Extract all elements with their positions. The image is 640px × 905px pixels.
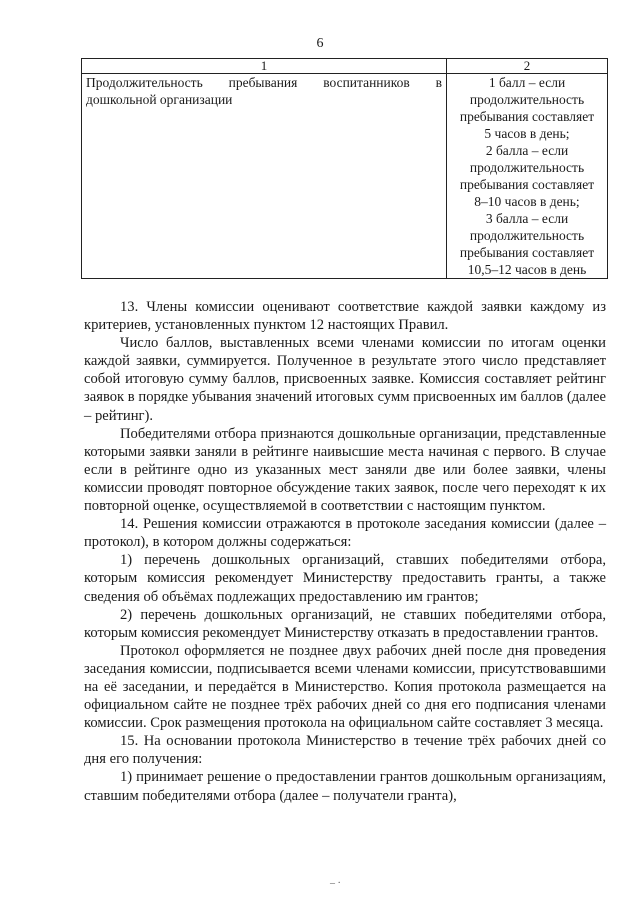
score-line: 10,5–12 часов в день — [467, 262, 587, 277]
score-line: 5 часов в день; — [484, 126, 570, 141]
paragraph-15-item-1: 1) принимает решение о предоставлении грантов дошкольным организациям, ставшим победителями отбора (далее – получатели гранта), — [84, 769, 606, 804]
table-header-row — [82, 59, 608, 74]
score-cell — [447, 74, 608, 279]
paragraph-protocol: Протокол оформляется не позднее двух рабочих дней после дня проведения заседания комиссии, подписывается всеми членами комиссии, присутствовавшими на её заседании, и передаётся в Министерство. Копия протокола размещается на официальном сайте не позднее трёх рабочих дней со дня его подписания членами комиссии. Срок размещения протокола на официальном сайте составляет 3 месяца. — [84, 642, 606, 732]
paragraph-14-item-2: 2) перечень дошкольных организаций, не ставших победителями отбора, которым комиссия рекомендует Министерству отказать в предоставлении грантов. — [84, 606, 606, 641]
paragraph-score-sum: Число баллов, выставленных всеми членами комиссии по итогам оценки каждой заявки, суммируется. Полученное в результате этого число представляет собой итоговую сумму баллов, присвоенных заявке. Комиссия составляет рейтинг заявок в порядке убывания значений итоговых сумм присвоенных им баллов (далее – рейтинг). — [84, 335, 606, 424]
score-line: продолжительность — [469, 160, 585, 175]
footer-mark: – · — [330, 878, 341, 889]
table-header-col-2: 2 — [447, 59, 608, 74]
document-body — [84, 298, 606, 805]
paragraph-15: 15. На основании протокола Министерство в течение трёх рабочих дней со дня его получения: — [84, 733, 606, 768]
paragraph-winners: Победителями отбора признаются дошкольные организации, представленные которыми заявки заняли в рейтинге наивысшие места начиная с первого. В случае если в рейтинге одно из указанных мест заняли две или более заявки, члены комиссии проводят повторное обсуждение таких заявок, после чего переходят к их повторной оценке, осуществляемой в соответствии с настоящим пунктом. — [84, 425, 606, 515]
score-line: пребывания составляет — [459, 245, 595, 260]
criteria-table — [81, 58, 608, 279]
paragraph-14-item-1: 1) перечень дошкольных организаций, ставших победителями отбора, которым комиссия рекомендует Министерству предоставить гранты, а также сведения об объёмах подлежащих предоставлению им грантов; — [84, 552, 606, 605]
table-header-col-1: 1 — [82, 59, 447, 74]
table-row — [82, 74, 608, 279]
paragraph-14: 14. Решения комиссии отражаются в протоколе заседания комиссии (далее – протокол), в котором должны содержаться: — [84, 516, 606, 551]
score-line: пребывания составляет — [459, 109, 595, 124]
score-line: пребывания составляет — [459, 177, 595, 192]
criterion-cell: Продолжительность пребывания воспитанников в дошкольной организации — [82, 74, 447, 279]
score-line: 2 балла – если — [485, 143, 569, 158]
score-line: продолжительность — [469, 228, 585, 243]
score-line: 3 балла – если — [485, 211, 569, 226]
score-line: 8–10 часов в день; — [474, 194, 580, 209]
score-line: 1 балл – если — [488, 75, 566, 90]
score-line: продолжительность — [469, 92, 585, 107]
paragraph-13: 13. Члены комиссии оценивают соответствие каждой заявки каждому из критериев, установленных пунктом 12 настоящих Правил. — [84, 299, 606, 334]
page-number: 6 — [316, 36, 324, 51]
